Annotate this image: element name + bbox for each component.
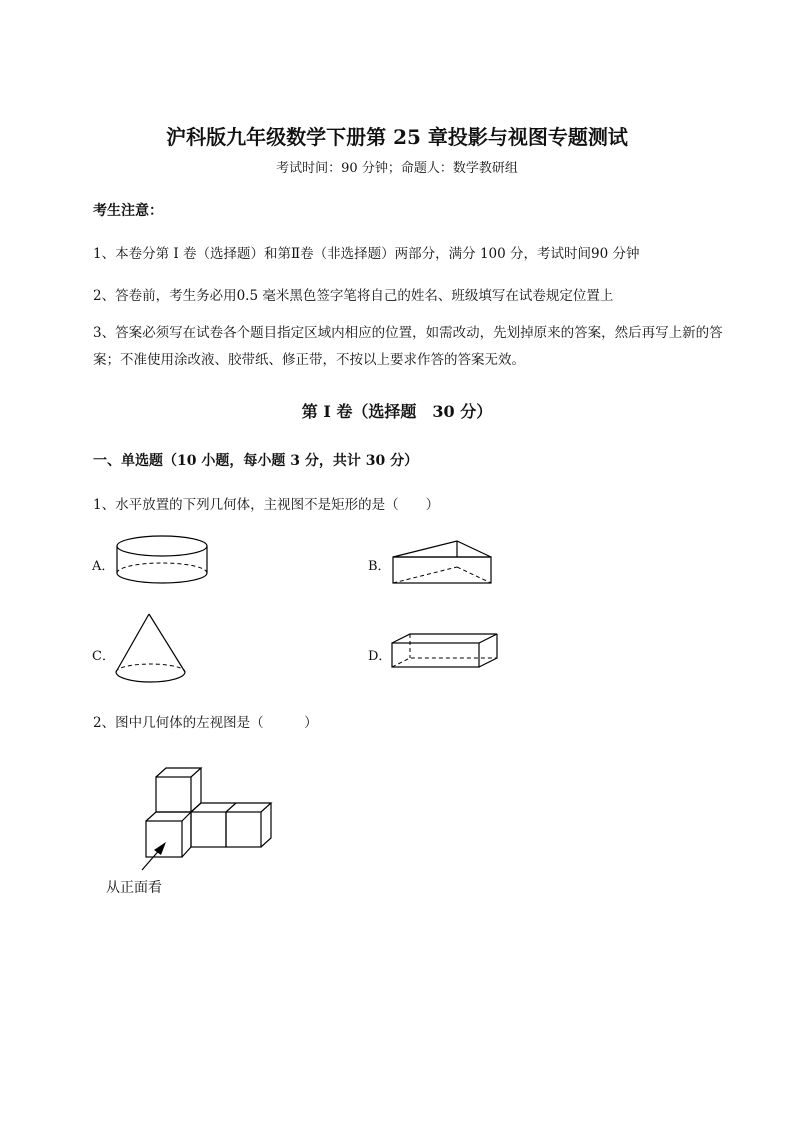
note-item-3: 3、答案必须写在试卷各个题目指定区域内相应的位置，如需改动，先划掉原来的答案，然后再写上新的答案；不准使用涂改液、胶带纸、修正带，不按以上要求作答的答案无效。	[93, 325, 723, 368]
cylinder-figure	[112, 533, 212, 593]
question-1-stem: 1、水平放置的下列几何体，主视图不是矩形的是（ ）	[93, 497, 440, 513]
exam-info: 考试时间：90 分钟；命题人：数学教研组	[276, 161, 518, 176]
option-b-label: B．	[368, 559, 391, 574]
section-title: 第 I 卷（选择题 30 分）	[301, 402, 493, 421]
option-d-label: D．	[368, 649, 392, 664]
note-item-2: 2、答卷前，考生务必用0.5 毫米黑色签字笔将自己的姓名、班级填写在试卷规定位置上	[93, 288, 614, 304]
part-title: 一、单选题（10 小题，每小题 3 分，共计 30 分）	[93, 453, 419, 469]
option-a-label: A．	[92, 559, 115, 574]
view-direction-caption: 从正面看	[106, 880, 162, 896]
triangular-prism-figure	[390, 537, 495, 587]
option-c-label: C．	[92, 649, 115, 664]
page-title: 沪科版九年级数学下册第 25 章投影与视图专题测试	[166, 125, 628, 149]
note-item-1: 1、本卷分第 I 卷（选择题）和第Ⅱ卷（非选择题）两部分，满分 100 分，考试时间90 分钟	[93, 246, 640, 262]
cone-figure	[113, 612, 193, 687]
rectangular-prism-figure	[390, 632, 502, 670]
cube-stack-figure	[104, 765, 274, 880]
notes-heading: 考生注意：	[93, 203, 163, 219]
question-2-stem: 2、图中几何体的左视图是（ ）	[93, 715, 318, 731]
